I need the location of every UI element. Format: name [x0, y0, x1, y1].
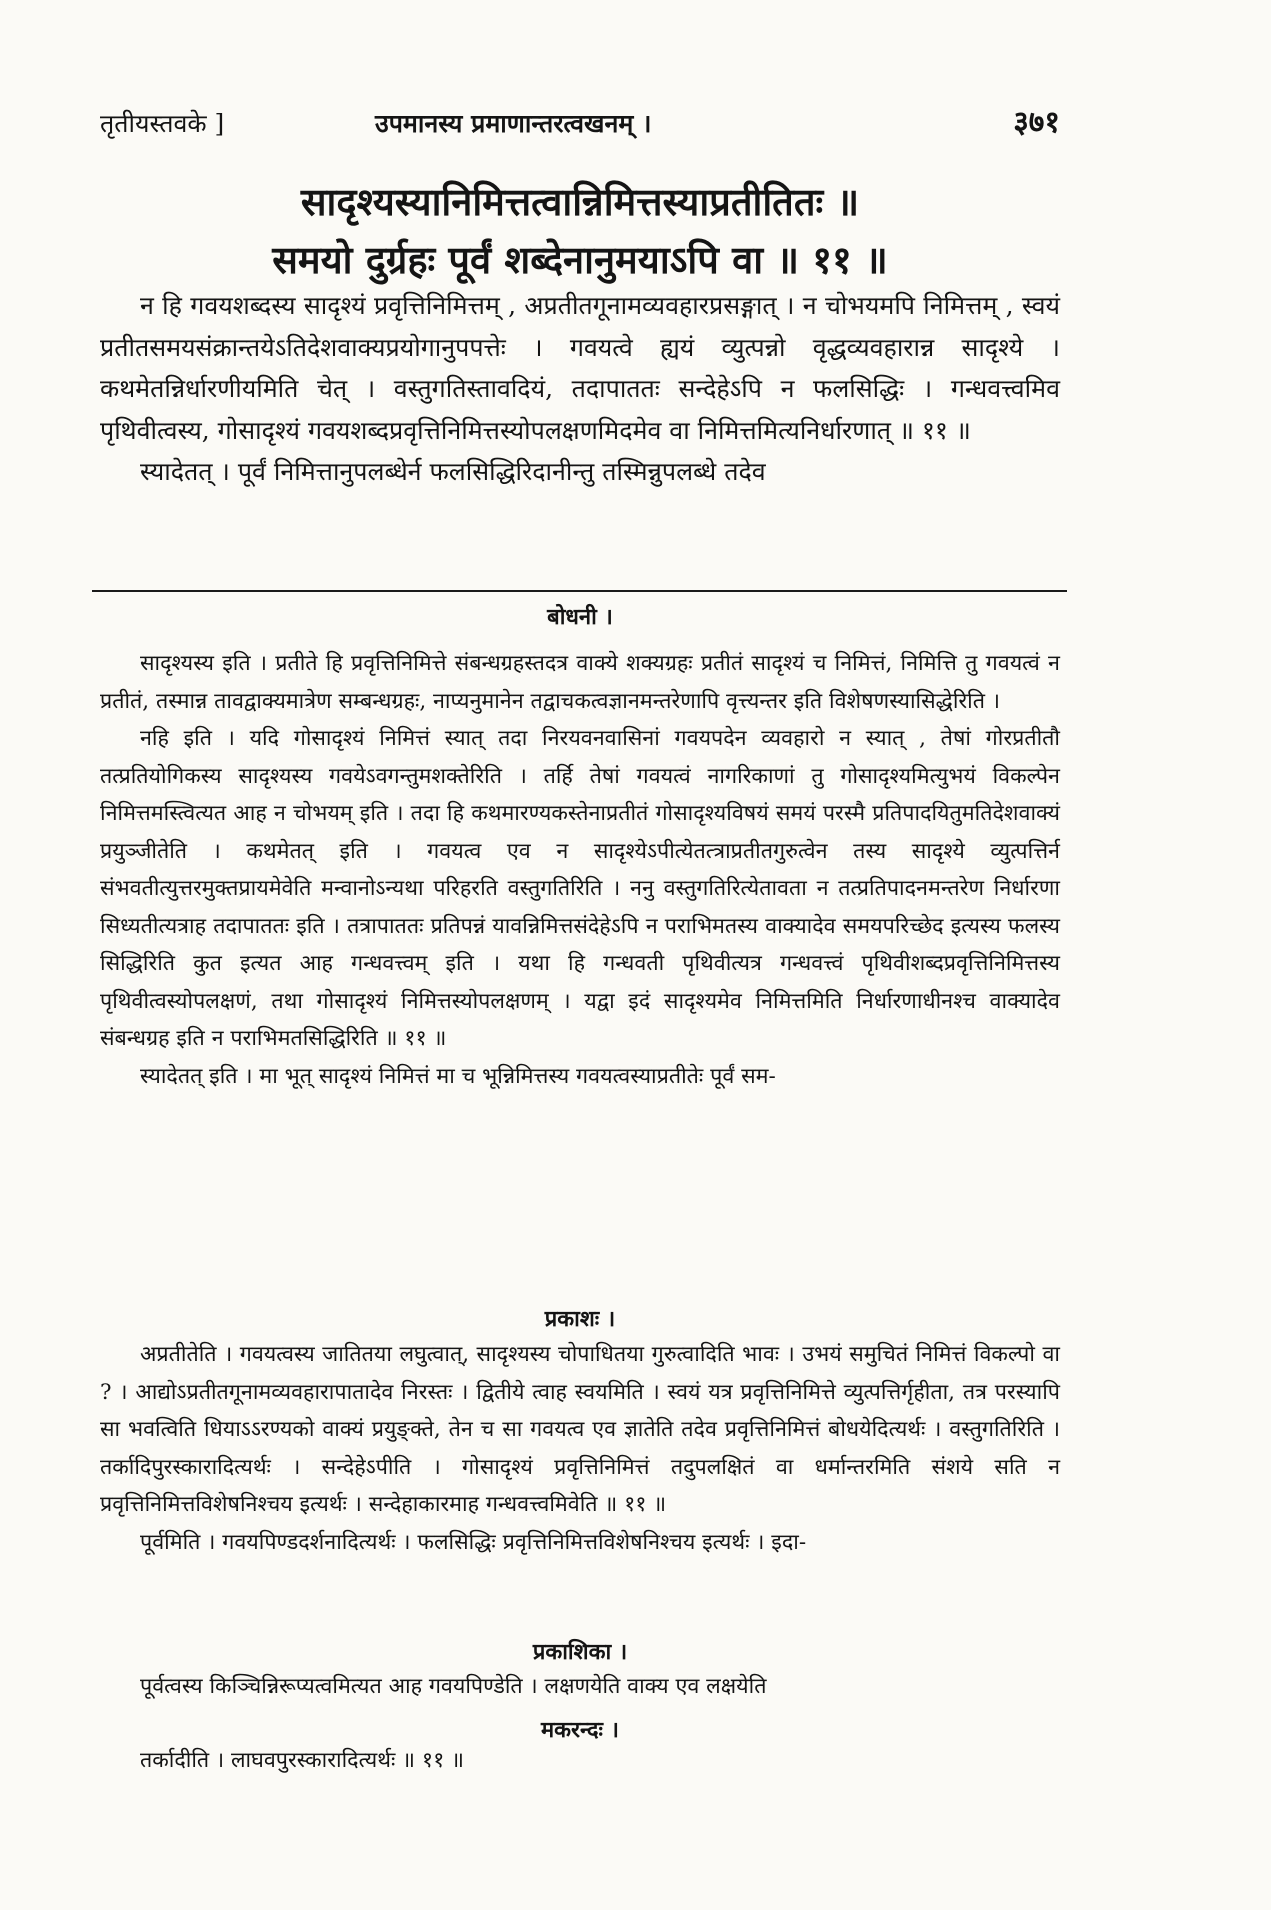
- prakashika-paragraph: पूर्वत्वस्य किञ्चिन्निरूप्यत्वमित्यत आह गवयपिण्डेति । लक्षणयेति वाक्य एव लक्षयेति: [140, 1674, 767, 1699]
- header-title: उपमानस्य प्रमाणान्तरत्वखनम् ।: [375, 109, 652, 138]
- prakashika-commentary: [100, 1668, 1060, 1706]
- header-section-label: तृतीयस्तवके ]: [100, 109, 225, 138]
- main-commentary: [100, 285, 1060, 493]
- makaranda-paragraph: तर्कादीति । लाघवपुरस्कारादित्यर्थः ॥ ११ ॥: [140, 1748, 464, 1773]
- section-divider: [92, 590, 1067, 592]
- makaranda-commentary: [100, 1742, 1060, 1780]
- running-header: [100, 100, 1060, 144]
- page-number: ३७१: [1013, 105, 1060, 140]
- prakashika-heading: प्रकाशिका ।: [532, 1639, 628, 1665]
- bodhani-paragraph: नहि इति । यदि गोसादृश्यं निमित्तं स्यात् तदा निरयवनवासिनां गवयपदेन व्यवहारो न स्यात् , तेषां गोरप्रतीतौ तत्प्रतियोगिकस्य सादृश्यस्य गवयेऽवगन्तुमशक्तेरिति । तर्हि तेषां गवयत्वं नागरिकाणां तु गोसादृश्यमित्युभयं विकल्पेन निमित्तमस्त्वित्यत आह न चोभयम् इति । तदा हि कथमारण्यकस्तेनाप्रतीतं गोसादृश्यविषयं समयं परस्मै प्रतिपादयितुमतिदेशवाक्यं प्रयुञ्जीतेति । कथमेतत् इति । गवयत्व एव न सादृश्येऽपीत्येतत्त्राप्रतीतगुरुत्वेन तस्य सादृश्ये व्युत्पत्तिर्न संभवतीत्युत्तरमुक्तप्रायमेवेति मन्वानोऽन्यथा परिहरति वस्तुगतिरिति । ननु वस्तुगतिरित्येतावता न तत्प्रतिपादनमन्तरेण निर्धारणा सिध्यतीत्यत्राह तदापाततः इति । तत्रापाततः प्रतिपन्नं यावन्निमित्तसंदेहेऽपि न पराभिमतस्य वाक्यादेव समयपरिच्छेद इत्यस्य फलस्य सिद्धिरिति कुत इत्यत आह गन्धवत्त्वम् इति । यथा हि गन्धवती पृथिवीत्यत्र गन्धवत्त्वं पृथिवीशब्दप्रवृत्तिनिमित्तस्य पृथिवीत्वस्योपलक्षणं, तथा गोसादृश्यं निमित्तस्योपलक्षणम् । यद्वा इदं सादृश्यमेव निमित्तमिति निर्धारणाधीनश्च वाक्यादेव संबन्धग्रह इति न पराभिमतसिद्धिरिति ॥ ११ ॥: [100, 726, 1060, 1051]
- bodhani-paragraph: स्यादेतत् इति । मा भूत् सादृश्यं निमित्तं मा च भून्निमित्तस्य गवयत्वस्याप्रतीतेः पूर्वं सम-: [140, 1063, 776, 1089]
- commentary-paragraph: न हि गवयशब्दस्य सादृश्यं प्रवृत्तिनिमित्तम् , अप्रतीतगूनामव्यवहारप्रसङ्गात् । न चोभयमपि निमित्तम् , स्वयं प्रतीतसमयसंक्रान्तयेऽतिदेशवाक्यप्रयोगानुपपत्तेः । गवयत्वे ह्ययं व्युत्पन्नो वृद्धव्यवहारान्न सादृश्ये । कथमेतन्निर्धारणीयमिति चेत् । वस्तुगतिस्तावदियं, तदापाततः सन्देहेऽपि न फलसिद्धिः । गन्धवत्त्वमिव पृथिवीत्वस्य, गोसादृश्यं गवयशब्दप्रवृत्तिनिमित्तस्योपलक्षणमिदमेव वा निमित्तमित्यनिर्धारणात् ॥ ११ ॥: [100, 291, 1060, 445]
- prakasha-commentary: [100, 1336, 1060, 1561]
- bodhani-commentary: [100, 645, 1060, 1095]
- prakasha-heading: प्रकाशः ।: [544, 1306, 616, 1332]
- verse-line-2: समयो दुर्ग्रहः पूर्वं शब्देनानुमयाऽपि वा ॥ ११ ॥: [272, 237, 888, 282]
- commentary-paragraph: स्यादेतत् । पूर्वं निमित्तानुपलब्धेर्न फलसिद्धिरिदानीन्तु तस्मिन्नुपलब्धे तदेव: [140, 457, 766, 486]
- makaranda-heading: मकरन्दः ।: [541, 1717, 619, 1743]
- bodhani-heading: बोधनी ।: [547, 604, 613, 630]
- verse-line-1: सादृश्यस्यानिमित्तत्वान्निमित्तस्याप्रतीतितः ॥: [300, 179, 860, 224]
- bodhani-paragraph: सादृश्यस्य इति । प्रतीते हि प्रवृत्तिनिमित्ते संबन्धग्रहस्तदत्र वाक्ये शक्यग्रहः प्रतीतं सादृश्यं च निमित्तं, निमित्ति तु गवयत्वं न प्रतीतं, तस्मान्न तावद्वाक्यमात्रेण सम्बन्धग्रहः, नाप्यनुमानेन तद्वाचकत्वज्ञानमन्तरेणापि वृत्त्यन्तर इति विशेषणस्यासिद्धेरिति ।: [100, 651, 1060, 714]
- prakasha-paragraph: पूर्वमिति । गवयपिण्डदर्शनादित्यर्थः । फलसिद्धिः प्रवृत्तिनिमित्तविशेषनिश्चय इत्यर्थः । इदा-: [140, 1529, 807, 1555]
- prakasha-paragraph: अप्रतीतेति । गवयत्वस्य जातितया लघुत्वात्, सादृश्यस्य चोपाधितया गुरुत्वादिति भावः । उभयं समुचितं निमित्तं विकल्पो वा ? । आद्योऽप्रतीतगूनामव्यवहारापातादेव निरस्तः । द्वितीये त्वाह स्वयमिति । स्वयं यत्र प्रवृत्तिनिमित्ते व्युत्पत्तिर्गृहीता, तत्र परस्यापि सा भवत्विति धियाऽऽरण्यको वाक्यं प्रयुङ्क्ते, तेन च सा गवयत्व एव ज्ञातेति तदेव प्रवृत्तिनिमित्तं बोधयेदित्यर्थः । वस्तुगतिरिति । तर्कादिपुरस्कारादित्यर्थः । सन्देहेऽपीति । गोसादृश्यं प्रवृत्तिनिमित्तं तदुपलक्षितं वा धर्मान्तरमिति संशये सति न प्रवृत्तिनिमित्तविशेषनिश्चय इत्यर्थः । सन्देहाकारमाह गन्धवत्त्वमिवेति ॥ ११ ॥: [100, 1342, 1060, 1517]
